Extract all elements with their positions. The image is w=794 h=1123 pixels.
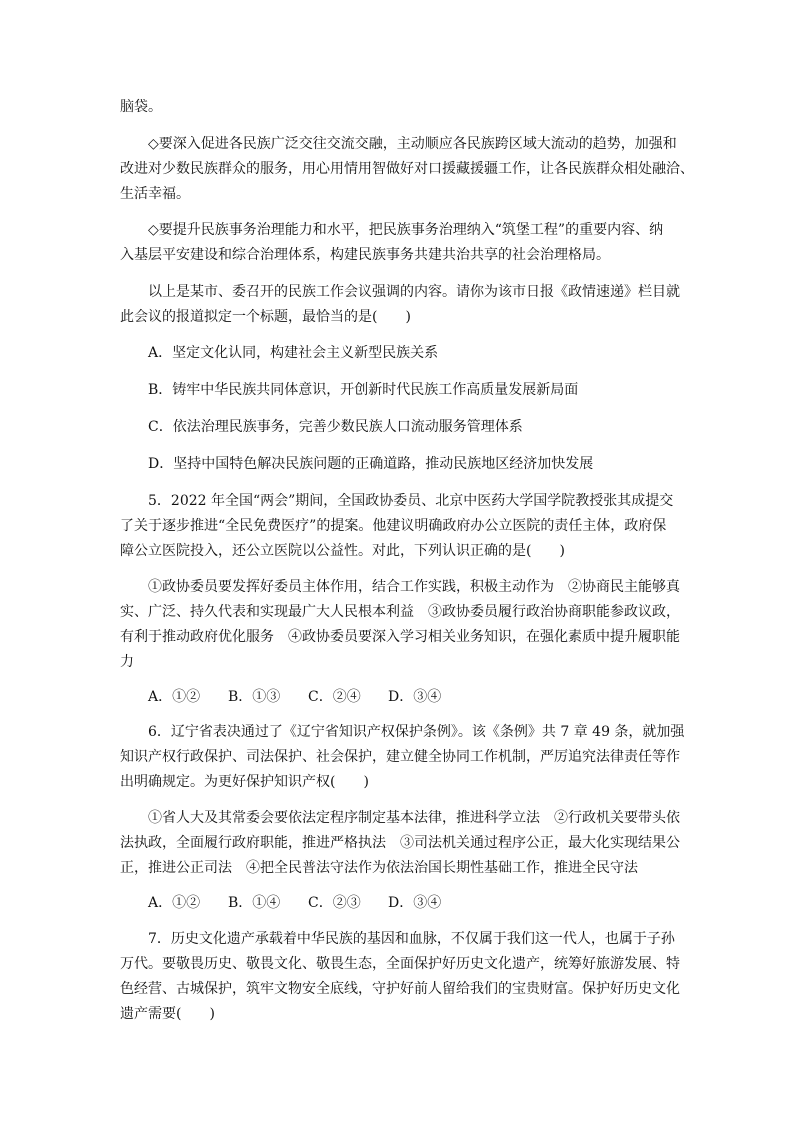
choice-a: A．①② [148, 895, 201, 911]
text-line: 入基层平安建设和综合治理体系，构建民族事务共建共治共享的社会治理格局。 [120, 247, 610, 263]
text-line: ◇要深入促进各民族广泛交往交流交融，主动顺应各民族跨区域大流动的趋势，加强和 [148, 136, 677, 152]
text-line: 出明确规定。为更好保护知识产权( ) [120, 774, 369, 790]
question-6-stem [120, 720, 685, 795]
text-line: 知识产权行政保护、司法保护、社会保护，建立健全协同工作机制，严厉追究法律责任等作 [120, 749, 680, 765]
text-line: 7．历史文化遗产承载着中华民族的基因和血脉，不仅属于我们这一代人，也属于子孙 [148, 931, 675, 947]
text-line: 改进对少数民族群众的服务，用心用情用智做好对口援藏援疆工作，让各民族群众相处融洽、 [120, 161, 694, 177]
question-6-statements [120, 806, 685, 881]
text-line: 有利于推动政府优化服务 ④政协委员要深入学习相关业务知识，在强化素质中提升履职能 [120, 629, 680, 645]
text-line: 法执政，全面履行政府职能，推进严格执法 ③司法机关通过程序公正，最大化实现结果公 [120, 835, 680, 851]
paragraph-fragment [120, 95, 685, 120]
choice-c: C．②④ [308, 689, 361, 705]
text-line: 障公立医院投入，还公立医院以公益性。对此，下列认识正确的是( ) [120, 543, 565, 559]
choice-a: A．①② [148, 689, 201, 705]
text-line: 色经营、古城保护，筑牢文物安全底线，守护好前人留给我们的宝贵财富。保护好历史文化 [120, 981, 680, 997]
text-line: 万代。要敬畏历史、敬畏文化、敬畏生态，全面保护好历史文化遗产，统筹好旅游发展、特 [120, 956, 680, 972]
text-line: 生活幸福。 [120, 186, 190, 202]
choice-d: D．③④ [388, 895, 442, 911]
text-line: 脑袋。 [120, 99, 162, 115]
text-line: 以上是某市、委召开的民族工作会议强调的内容。请你为该市日报《政情速递》栏目就 [148, 284, 680, 300]
question-7-stem [120, 927, 685, 1027]
text-line: 实、广泛、持久代表和实现最广大人民根本利益 ③政协委员履行政治协商职能参政议政， [120, 604, 680, 620]
question-6-choices [148, 891, 441, 916]
choice-b: B．①④ [228, 895, 281, 911]
question-5-statements [120, 575, 685, 675]
paragraph-ethnic-exchange [120, 132, 694, 207]
text-line: ①政协委员要发挥好委员主体作用，结合工作实践，积极主动作为 ②协商民主能够真 [148, 579, 680, 595]
question-4-option-c: C．依法治理民族事务，完善少数民族人口流动服务管理体系 [148, 419, 523, 435]
choice-c: C．②③ [308, 895, 361, 911]
choice-b: B．①③ [228, 689, 281, 705]
text-line: 力 [120, 654, 134, 670]
question-4-option-d: D．坚持中国特色解决民族问题的正确道路，推动民族地区经济加快发展 [148, 456, 594, 472]
text-line: 正，推进公正司法 ④把全民普法守法作为依法治国长期性基础工作，推进全民守法 [120, 860, 638, 876]
text-line: ①省人大及其常委会要依法定程序制定基本法律，推进科学立法 ②行政机关要带头依 [148, 810, 680, 826]
text-line: 了关于逐步推进“全民免费医疗”的提案。他建议明确政府办公立医院的责任主体，政府保 [120, 518, 667, 534]
paragraph-ethnic-governance [120, 218, 685, 268]
text-line: ◇要提升民族事务治理能力和水平，把民族事务治理纳入“筑堡工程”的重要内容、纳 [148, 222, 664, 238]
text-line: 5．2022 年全国“两会”期间，全国政协委员、北京中医药大学国学院教授张其成提交 [148, 493, 674, 509]
question-4-option-b: B．铸牢中华民族共同体意识，开创新时代民族工作高质量发展新局面 [148, 382, 579, 398]
choice-d: D．③④ [388, 689, 442, 705]
text-line: 此会议的报道拟定一个标题，最恰当的是( ) [120, 309, 411, 325]
text-line: 6．辽宁省表决通过了《辽宁省知识产权保护条例》。该《条例》共 7 章 49 条，就加强 [148, 724, 685, 740]
question-4-stem [120, 280, 685, 330]
question-4-option-a: A．坚定文化认同，构建社会主义新型民族关系 [148, 345, 439, 361]
question-5-choices [148, 685, 441, 710]
text-line: 遗产需要( ) [120, 1006, 215, 1022]
question-5-stem [120, 489, 685, 564]
